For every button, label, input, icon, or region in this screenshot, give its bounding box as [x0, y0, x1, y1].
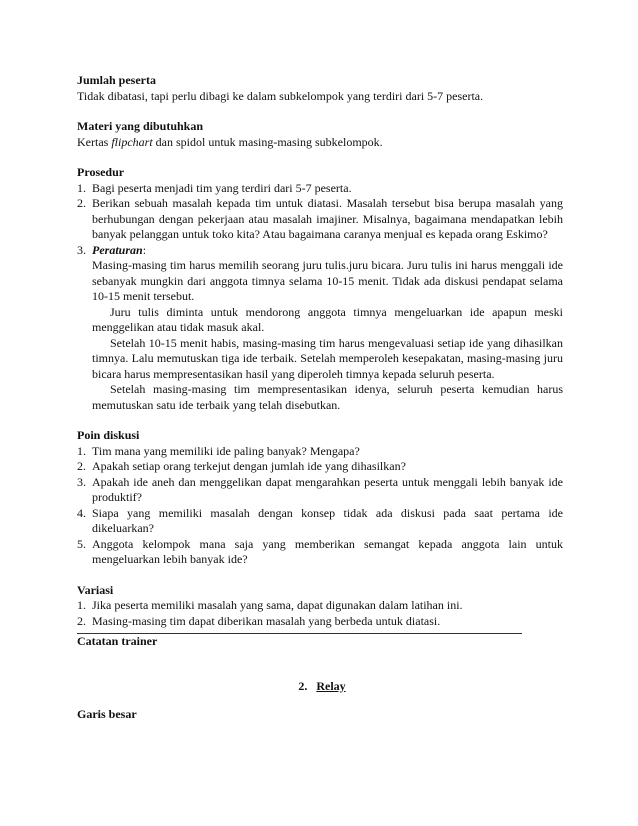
participants-text: Tidak dibatasi, tapi perlu dibagi ke dalam subkelompok yang terdiri dari 5-7 peserta. — [77, 88, 484, 103]
trainer-notes-heading: Catatan trainer — [77, 634, 158, 648]
variation-item-text: Jika peserta memiliki masalah yang sama, dapat digunakan dalam latihan ini. — [92, 598, 463, 612]
outline-heading: Garis besar — [77, 707, 137, 721]
procedure-item-text: Berikan sebuah masalah kepada tim untuk diatasi. Masalah tersebut bisa berupa masalah yang berhubungan dengan pekerjaan atau masalah imajiner. Misalnya, bagaimana mendapatkan lebih banyak pelanggan untuk toko kita? Atau bagaimana caranya menjual es kepada orang Eskimo? — [92, 196, 563, 241]
discussion-item — [77, 475, 563, 506]
section-number: 2. — [298, 678, 308, 693]
discussion-item-text: Apakah setiap orang terkejut dengan jumlah ide yang dihasilkan? — [92, 459, 406, 473]
discussion-heading: Poin diskusi — [77, 428, 140, 442]
rule-paragraph: Setelah 10-15 menit habis, masing-masing tim harus mengevaluasi setiap ide yang dihasilkan timnya. Lalu memutuskan tiga ide terbaik. Setelah memperoleh kesepakatan, masing-masing juru bicara harus mempresentasikan hasil yang diperoleh timnya kepada seluruh peserta. — [92, 335, 563, 381]
variation-item-number: 2. — [77, 613, 86, 628]
section-title-text: Relay — [316, 678, 346, 693]
discussion-item-number: 3. — [77, 474, 86, 489]
variation-item-text: Masing-masing tim dapat diberikan masalah yang berbeda untuk diatasi. — [92, 613, 441, 628]
materials-text — [77, 135, 563, 151]
procedure-item-1 — [77, 181, 563, 197]
materials-heading: Materi yang dibutuhkan — [77, 119, 204, 133]
rule-paragraph: Setelah masing-masing tim mempresentasikan idenya, seluruh peserta kemudian harus memutuskan satu ide terbaik yang telah disebutkan. — [92, 382, 563, 412]
discussion-item-number: 2. — [77, 459, 86, 473]
procedure-item-number: 3. — [77, 242, 86, 257]
discussion-item-number: 4. — [77, 505, 86, 520]
variation-item-number: 1. — [77, 598, 86, 612]
document-content — [77, 73, 563, 723]
procedure-item-number: 2. — [77, 196, 86, 210]
variation-item — [77, 598, 563, 614]
rules-label: Peraturan — [92, 242, 143, 257]
materials-text-after: dan spidol untuk masing-masing subkelompok. — [152, 134, 383, 149]
variation-heading: Variasi — [77, 582, 114, 597]
discussion-item-text: Anggota kelompok mana saja yang memberikan semangat kepada anggota lain untuk mengeluarkan lebih banyak ide? — [92, 536, 563, 566]
discussion-item-text: Tim mana yang memiliki ide paling banyak? Mengapa? — [92, 443, 360, 458]
participants-heading: Jumlah peserta — [77, 73, 156, 87]
section-title — [77, 679, 563, 695]
rules-label-suffix: : — [142, 242, 147, 257]
materials-text-italic: flipchart — [111, 134, 153, 149]
procedure-item-2 — [77, 196, 563, 243]
discussion-item — [77, 444, 563, 460]
variation-list — [77, 598, 563, 629]
discussion-item-number: 5. — [77, 536, 86, 551]
rule-paragraph: Juru tulis diminta untuk mendorong anggota timnya mengeluarkan ide apapun meski menggelikan atau tidak masuk akal. — [92, 304, 563, 334]
procedure-item-text: Bagi peserta menjadi tim yang terdiri dari 5-7 peserta. — [92, 180, 352, 195]
discussion-item-text: Siapa yang memiliki masalah dengan konsep tidak ada diskusi pada saat pertama ide dikeluarkan? — [92, 505, 563, 535]
procedure-item-number: 1. — [77, 180, 86, 195]
discussion-item — [77, 506, 563, 537]
procedure-item-3 — [77, 243, 563, 414]
discussion-item-number: 1. — [77, 443, 86, 458]
procedure-heading: Prosedur — [77, 165, 125, 179]
discussion-item-text: Apakah ide aneh dan menggelikan dapat mengarahkan peserta untuk menggali lebih banyak ide produktif? — [92, 474, 563, 504]
variation-item — [77, 614, 563, 630]
discussion-list — [77, 444, 563, 568]
rule-paragraph: Masing-masing tim harus memilih seorang juru tulis.juru bicara. Juru tulis ini harus menggali ide sebanyak mungkin dari anggota timnya selama 10-15 menit. Tidak ada diskusi pendapat selama 10-15 menit tersebut. — [92, 258, 563, 303]
materials-text-before: Kertas — [77, 134, 112, 149]
discussion-item — [77, 537, 563, 568]
procedure-list — [77, 181, 563, 414]
discussion-item — [77, 459, 563, 475]
